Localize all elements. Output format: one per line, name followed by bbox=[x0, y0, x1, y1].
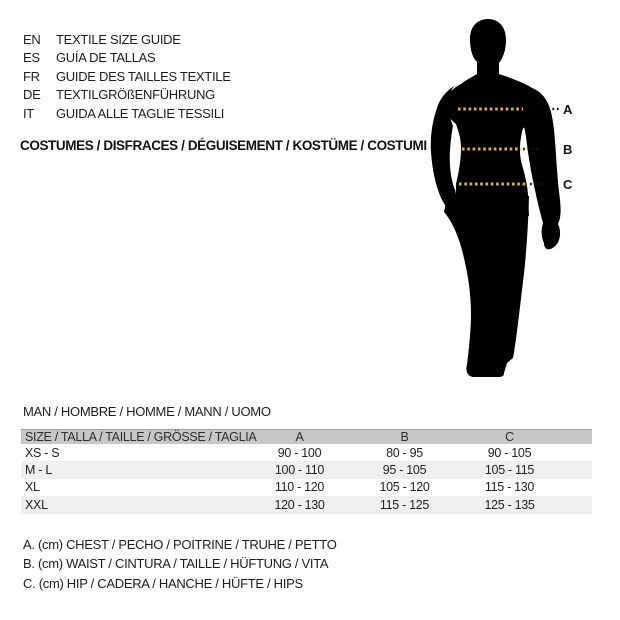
language-list bbox=[23, 30, 231, 123]
legend-chest: A. (cm) CHEST / PECHO / POITRINE / TRUHE / PETTO bbox=[23, 537, 337, 553]
size-cell: XS - S bbox=[25, 445, 60, 460]
man-silhouette-figure bbox=[420, 10, 578, 382]
gender-title: MAN / HOMBRE / HOMME / MANN / UOMO bbox=[23, 404, 271, 419]
header-b: B bbox=[400, 430, 409, 444]
language-label: GUÍA DE TALLAS bbox=[56, 50, 156, 66]
waist-line-label: B bbox=[563, 142, 573, 157]
table-row bbox=[21, 461, 592, 478]
a-cell: 110 - 120 bbox=[274, 480, 325, 495]
man-silhouette bbox=[431, 19, 561, 377]
language-row-fr bbox=[23, 67, 231, 86]
table-row bbox=[21, 479, 592, 496]
legend-hip: C. (cm) HIP / CADERA / HANCHE / HÜFTE / HIPS bbox=[23, 575, 303, 591]
language-code: IT bbox=[23, 105, 34, 121]
language-row-en bbox=[23, 30, 231, 49]
table-row bbox=[21, 444, 592, 461]
language-label: TEXTILE SIZE GUIDE bbox=[56, 31, 181, 47]
language-label: GUIDA ALLE TAGLIE TESSILI bbox=[56, 105, 225, 121]
table-row bbox=[21, 496, 592, 513]
language-code: EN bbox=[23, 31, 41, 47]
language-code: ES bbox=[23, 50, 40, 66]
language-code: FR bbox=[23, 68, 40, 84]
a-cell: 90 - 100 bbox=[277, 445, 322, 460]
language-row-de bbox=[23, 86, 231, 105]
hip-line-label: C bbox=[563, 177, 573, 192]
c-cell: 90 - 105 bbox=[487, 445, 532, 460]
language-label: TEXTILGRÖßENFÜHRUNG bbox=[56, 87, 215, 103]
legend-waist: B. (cm) WAIST / CINTURA / TAILLE / HÜFTUNG / VITA bbox=[23, 556, 329, 572]
size-cell: XL bbox=[25, 480, 40, 495]
size-table bbox=[21, 429, 592, 514]
b-cell: 105 - 120 bbox=[379, 480, 430, 495]
header-c: C bbox=[505, 430, 514, 444]
header-size: SIZE / TALLA / TAILLE / GRÖSSE / TAGLIA bbox=[25, 430, 257, 444]
man-silhouette-svg bbox=[420, 10, 578, 382]
size-cell: M - L bbox=[25, 463, 52, 478]
a-cell: 100 - 110 bbox=[274, 463, 325, 478]
b-cell: 95 - 105 bbox=[382, 463, 427, 478]
table-header-row bbox=[21, 429, 592, 444]
b-cell: 115 - 125 bbox=[379, 497, 430, 512]
header-a: A bbox=[295, 430, 304, 444]
chest-line-label: A bbox=[563, 102, 573, 117]
b-cell: 80 - 95 bbox=[386, 445, 423, 460]
c-cell: 115 - 130 bbox=[484, 480, 535, 495]
language-row-it bbox=[23, 104, 231, 123]
c-cell: 125 - 135 bbox=[484, 497, 535, 512]
language-row-es bbox=[23, 49, 231, 68]
a-cell: 120 - 130 bbox=[274, 497, 325, 512]
measure-legend bbox=[23, 535, 337, 593]
size-cell: XXL bbox=[25, 497, 48, 512]
category-title: COSTUMES / DISFRACES / DÉGUISEMENT / KOSTÜME / COSTUMI bbox=[20, 138, 427, 153]
language-code: DE bbox=[23, 87, 41, 103]
c-cell: 105 - 115 bbox=[484, 463, 535, 478]
language-label: GUIDE DES TAILLES TEXTILE bbox=[56, 68, 231, 84]
